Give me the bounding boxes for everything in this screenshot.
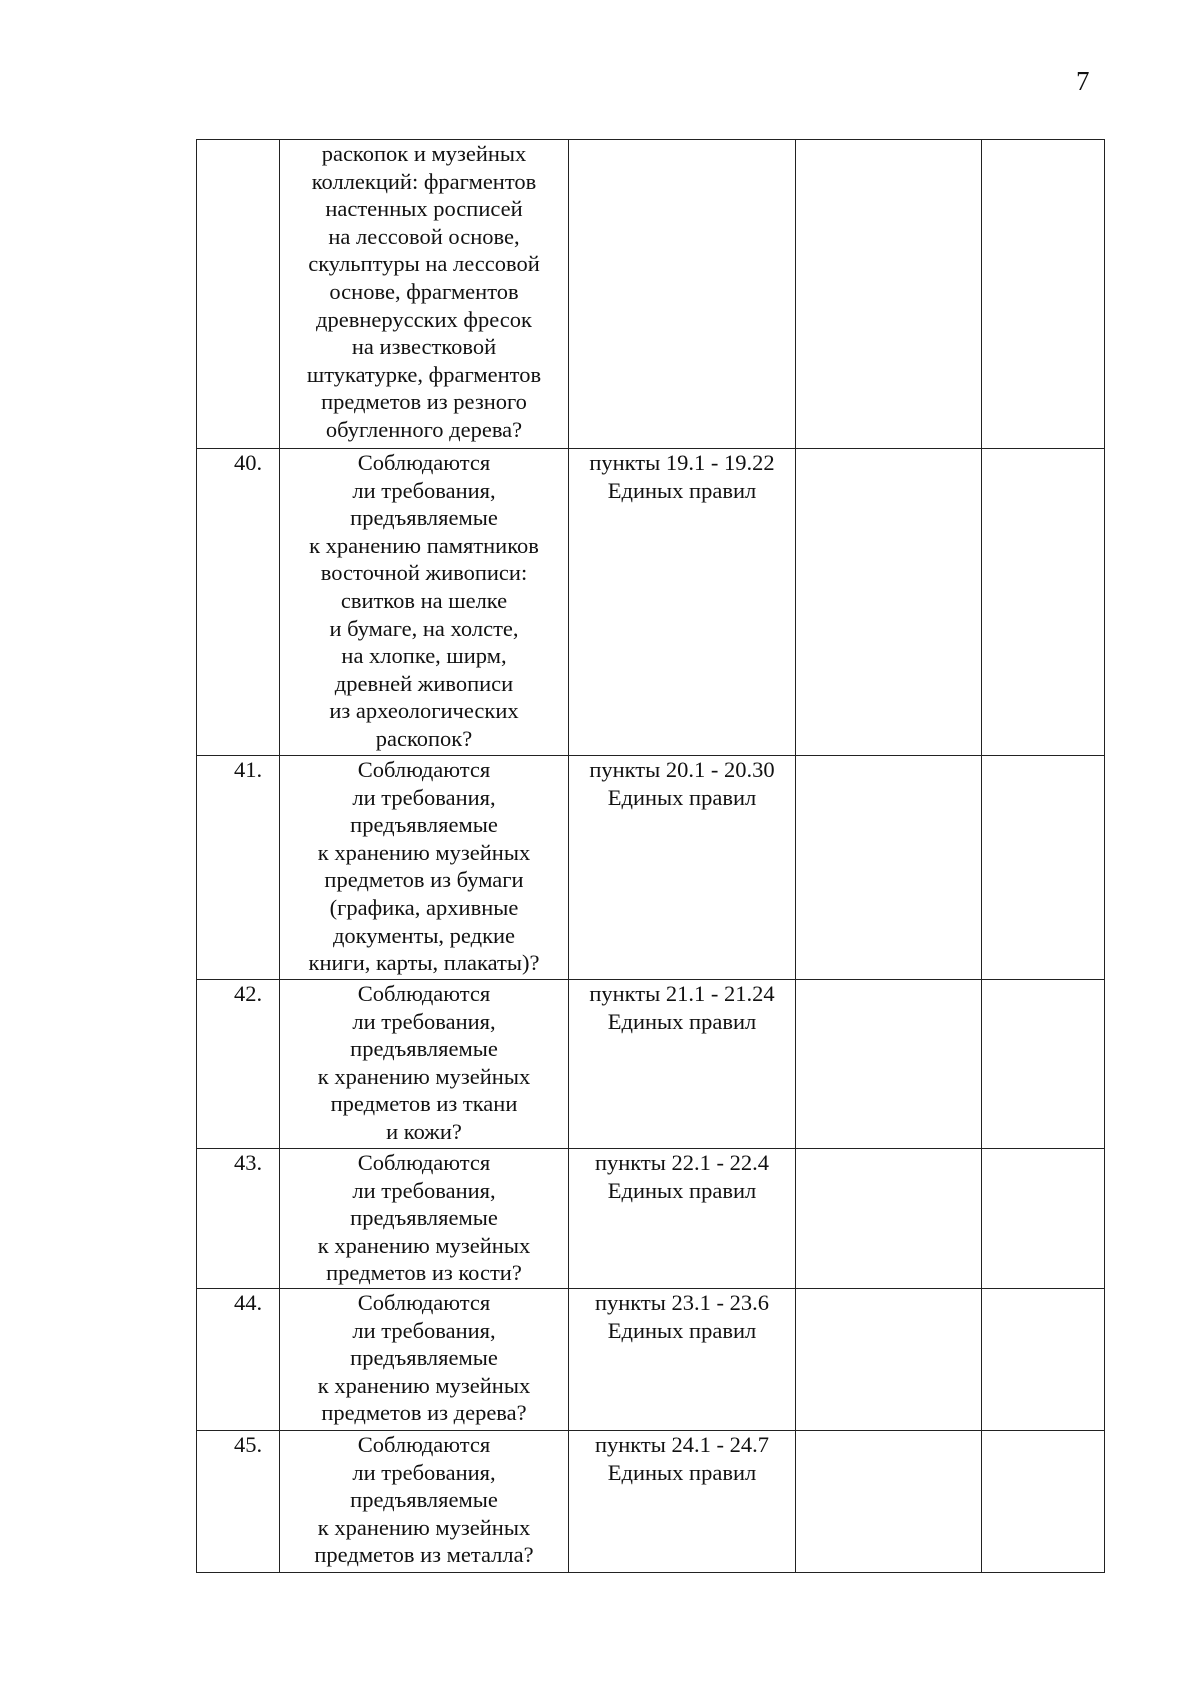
question-line: на известковой xyxy=(351,334,497,360)
question-line: к хранению музейных xyxy=(317,1232,531,1258)
reference-line: пункты 23.1 - 23.6 xyxy=(594,1290,770,1315)
question-line: и кожи? xyxy=(386,1118,462,1144)
question-line: предъявляемые xyxy=(350,1487,498,1513)
question-line: на хлопке, ширм, xyxy=(341,643,507,669)
question-line: ли требования, xyxy=(352,784,496,810)
reference-line: Единых правил xyxy=(607,1177,757,1203)
table-row xyxy=(197,1289,1105,1431)
answer-cell xyxy=(796,1149,982,1289)
question-line: Соблюдаются xyxy=(357,981,491,1006)
question-line: ли требования, xyxy=(352,477,496,503)
question-cell xyxy=(280,1149,569,1289)
question-cell xyxy=(280,1289,569,1431)
reference-line: Единых правил xyxy=(607,1459,757,1485)
question-line: к хранению музейных xyxy=(317,1063,531,1089)
question-line: скульптуры на лессовой xyxy=(308,251,540,277)
answer-cell xyxy=(796,1431,982,1573)
reference-line: Единых правил xyxy=(607,1008,757,1034)
question-line: к хранению музейных xyxy=(317,839,531,865)
reference-line: пункты 22.1 - 22.4 xyxy=(594,1150,770,1175)
question-line: раскопок и музейных xyxy=(321,141,527,166)
row-number: 45. xyxy=(197,1431,280,1573)
table-body xyxy=(197,140,1105,1573)
question-line: предметов из бумаги xyxy=(324,867,524,893)
reference-cell xyxy=(569,756,796,980)
reference-line: пункты 24.1 - 24.7 xyxy=(594,1432,770,1457)
question-line: (графика, архивные xyxy=(329,894,519,920)
row-number: 40. xyxy=(197,449,280,756)
reference-cell xyxy=(569,1431,796,1573)
question-cell xyxy=(280,1431,569,1573)
answer-cell xyxy=(796,756,982,980)
question-line: древнерусских фресок xyxy=(316,306,532,332)
reference-cell xyxy=(569,1289,796,1431)
question-line: предъявляемые xyxy=(350,1036,498,1062)
reference-cell xyxy=(569,980,796,1149)
question-line: из археологических xyxy=(329,698,519,724)
reference-cell xyxy=(569,1149,796,1289)
row-number: 41. xyxy=(197,756,280,980)
table-row xyxy=(197,1431,1105,1573)
question-line: ли требования, xyxy=(352,1008,496,1034)
question-line: Соблюдаются xyxy=(357,757,491,782)
question-line: предметов из ткани xyxy=(330,1091,518,1117)
answer-cell xyxy=(796,449,982,756)
question-line: свитков на шелке xyxy=(340,587,508,613)
question-line: предъявляемые xyxy=(350,1205,498,1231)
table-row xyxy=(197,140,1105,449)
table-row xyxy=(197,980,1105,1149)
row-number: 42. xyxy=(197,980,280,1149)
question-line: ли требования, xyxy=(352,1177,496,1203)
question-line: к хранению музейных xyxy=(317,1372,531,1398)
question-cell xyxy=(280,980,569,1149)
question-line: настенных росписей xyxy=(325,196,523,222)
note-cell xyxy=(982,756,1105,980)
question-line: ли требования, xyxy=(352,1317,496,1343)
reference-line: Единых правил xyxy=(607,477,757,503)
question-line: на лессовой основе, xyxy=(328,223,520,249)
question-line: книги, карты, плакаты)? xyxy=(308,950,540,976)
question-line: древней живописи xyxy=(334,670,514,696)
note-cell xyxy=(982,1289,1105,1431)
reference-cell xyxy=(569,449,796,756)
question-cell xyxy=(280,449,569,756)
page-number: 7 xyxy=(1076,66,1090,96)
question-line: предметов из кости? xyxy=(326,1260,522,1286)
question-line: предметов из дерева? xyxy=(321,1400,527,1426)
reference-line: Единых правил xyxy=(607,1317,757,1343)
row-number: 44. xyxy=(197,1289,280,1431)
reference-cell xyxy=(569,140,796,449)
question-line: обугленного дерева? xyxy=(325,416,523,442)
question-cell xyxy=(280,756,569,980)
question-line: к хранению музейных xyxy=(317,1514,531,1540)
question-line: восточной живописи: xyxy=(320,560,528,586)
question-line: Соблюдаются xyxy=(357,450,491,475)
note-cell xyxy=(982,140,1105,449)
table-row xyxy=(197,449,1105,756)
question-line: Соблюдаются xyxy=(357,1290,491,1315)
question-line: Соблюдаются xyxy=(357,1150,491,1175)
row-number: 43. xyxy=(197,1149,280,1289)
question-line: предметов из резного xyxy=(321,389,527,415)
question-line: предъявляемые xyxy=(350,812,498,838)
row-number xyxy=(197,140,280,449)
table-row xyxy=(197,756,1105,980)
reference-line: пункты 20.1 - 20.30 xyxy=(589,757,775,782)
note-cell xyxy=(982,1431,1105,1573)
reference-line: Единых правил xyxy=(607,784,757,810)
question-line: Соблюдаются xyxy=(357,1432,491,1457)
question-line: раскопок? xyxy=(375,725,473,751)
checklist-table xyxy=(196,139,1105,1573)
question-cell xyxy=(280,140,569,449)
note-cell xyxy=(982,449,1105,756)
answer-cell xyxy=(796,980,982,1149)
question-line: коллекций: фрагментов xyxy=(311,168,537,194)
reference-line: пункты 21.1 - 21.24 xyxy=(589,981,775,1006)
question-line: документы, редкие xyxy=(332,922,516,948)
question-line: к хранению памятников xyxy=(309,532,539,558)
reference-line: пункты 19.1 - 19.22 xyxy=(589,450,775,475)
note-cell xyxy=(982,1149,1105,1289)
question-line: основе, фрагментов xyxy=(329,278,519,304)
question-line: предъявляемые xyxy=(350,1345,498,1371)
question-line: ли требования, xyxy=(352,1459,496,1485)
question-line: предметов из металла? xyxy=(314,1542,534,1568)
answer-cell xyxy=(796,1289,982,1431)
question-line: и бумаге, на холсте, xyxy=(329,615,519,641)
question-line: предъявляемые xyxy=(350,505,498,531)
table-row xyxy=(197,1149,1105,1289)
answer-cell xyxy=(796,140,982,449)
note-cell xyxy=(982,980,1105,1149)
question-line: штукатурке, фрагментов xyxy=(306,361,542,387)
